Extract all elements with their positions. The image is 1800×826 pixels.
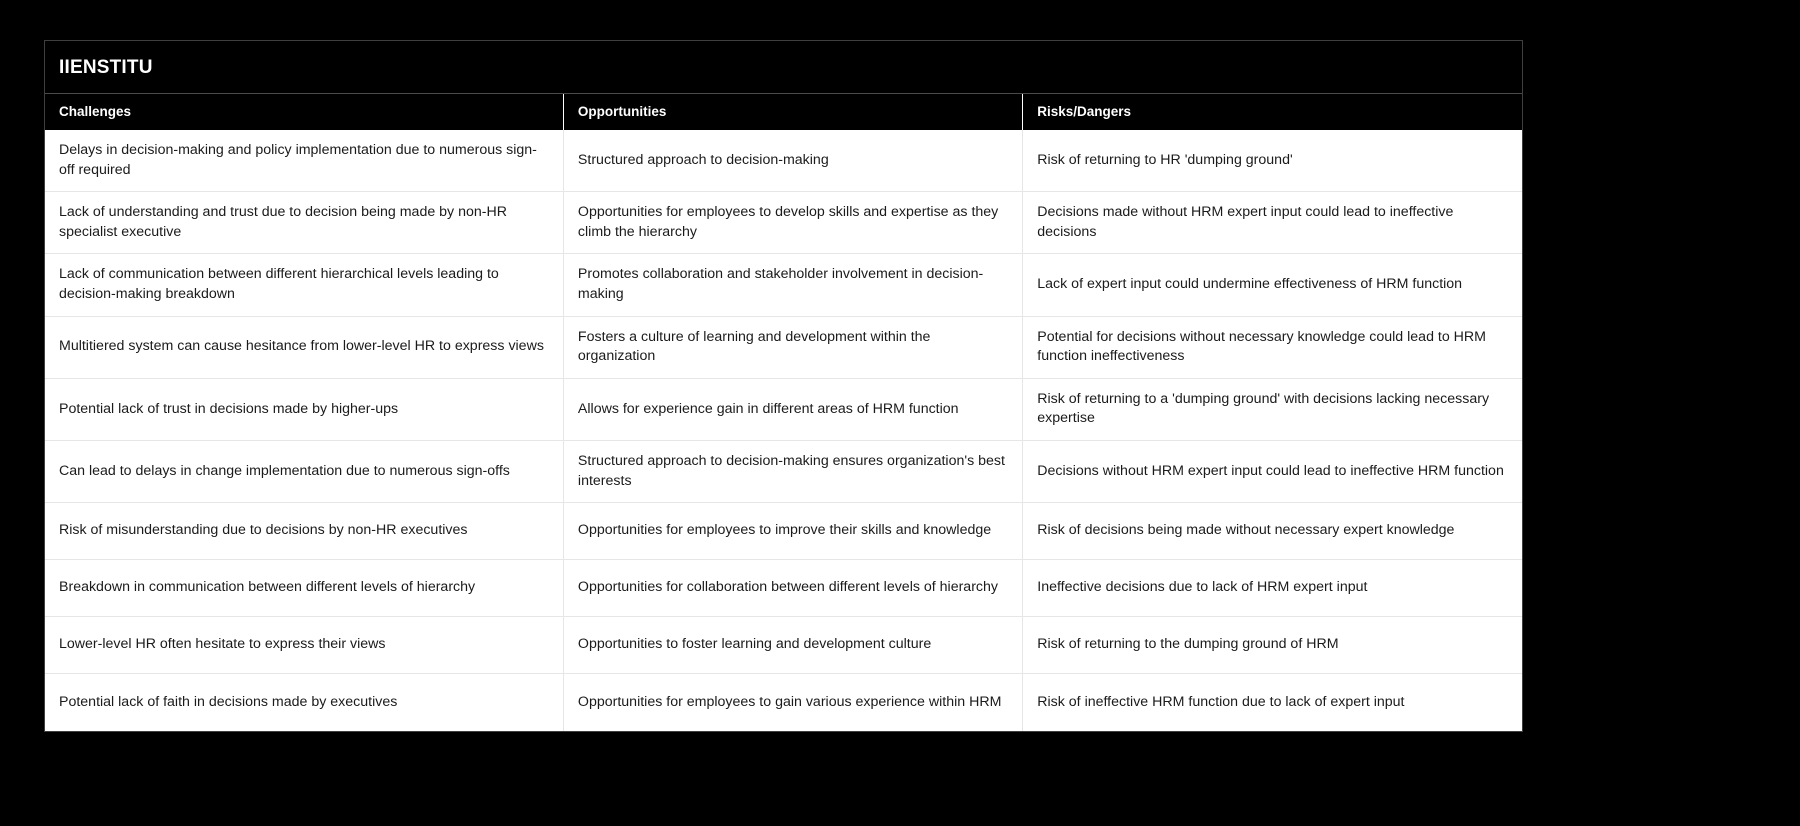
- cell-opportunity: Structured approach to decision-making ensures organization's best interests: [563, 440, 1022, 502]
- brand-header: [45, 41, 1522, 94]
- table-row: [45, 440, 1522, 502]
- cell-challenge: Lack of understanding and trust due to decision being made by non-HR specialist executive: [45, 192, 563, 254]
- cell-challenge: Can lead to delays in change implementation due to numerous sign-offs: [45, 440, 563, 502]
- table-row: [45, 192, 1522, 254]
- cell-opportunity: Promotes collaboration and stakeholder involvement in decision-making: [563, 254, 1022, 316]
- column-header-challenges: Challenges: [45, 94, 563, 130]
- cell-risk: Risk of decisions being made without necessary expert knowledge: [1023, 503, 1522, 560]
- table-row: [45, 560, 1522, 617]
- column-header-risks-dangers: Risks/Dangers: [1023, 94, 1522, 130]
- cell-risk: Risk of ineffective HRM function due to lack of expert input: [1023, 674, 1522, 731]
- cell-opportunity: Structured approach to decision-making: [563, 130, 1022, 192]
- cell-opportunity: Opportunities for employees to gain various experience within HRM: [563, 674, 1022, 731]
- cell-challenge: Multitiered system can cause hesitance from lower-level HR to express views: [45, 316, 563, 378]
- table-row: [45, 378, 1522, 440]
- column-header-opportunities: Opportunities: [563, 94, 1022, 130]
- cell-risk: Risk of returning to HR 'dumping ground': [1037, 151, 1293, 168]
- cell-challenge: Lack of communication between different hierarchical levels leading to decision-making breakdown: [45, 254, 563, 316]
- table-header: [45, 94, 1522, 130]
- brand-title: IIENSTITU: [59, 56, 153, 78]
- cell-risk: Decisions without HRM expert input could lead to ineffective HRM function: [1023, 440, 1522, 502]
- table-body: [45, 130, 1522, 731]
- cell-risk: Risk of returning to a 'dumping ground' with decisions lacking necessary expertise: [1023, 378, 1522, 440]
- cell-opportunity: Allows for experience gain in different areas of HRM function: [563, 378, 1022, 440]
- cell-opportunity: Opportunities for collaboration between different levels of hierarchy: [563, 560, 1022, 617]
- cell-opportunity: Opportunities to foster learning and development culture: [563, 617, 1022, 674]
- table-row: [45, 503, 1522, 560]
- comparison-table: [45, 94, 1522, 731]
- table-row: [45, 254, 1522, 316]
- cell-risk: Decisions made without HRM expert input could lead to ineffective decisions: [1023, 192, 1522, 254]
- cell-opportunity: Opportunities for employees to develop skills and expertise as they climb the hierarchy: [563, 192, 1022, 254]
- table-row: [45, 316, 1522, 378]
- cell-risk: Potential for decisions without necessary knowledge could lead to HRM function ineffectiveness: [1023, 316, 1522, 378]
- cell-risk: Ineffective decisions due to lack of HRM expert input: [1023, 560, 1522, 617]
- table-card: [44, 40, 1523, 732]
- table-row: [45, 130, 1522, 192]
- table-row: [45, 674, 1522, 731]
- header-row: [45, 94, 1522, 130]
- table-row: [45, 617, 1522, 674]
- cell-challenge: Risk of misunderstanding due to decisions by non-HR executives: [45, 503, 563, 560]
- cell-risk: Lack of expert input could undermine effectiveness of HRM function: [1023, 254, 1522, 316]
- cell-opportunity: Opportunities for employees to improve their skills and knowledge: [563, 503, 1022, 560]
- cell-challenge: Breakdown in communication between different levels of hierarchy: [45, 560, 563, 617]
- cell-challenge: Delays in decision-making and policy implementation due to numerous sign-off required: [45, 130, 563, 192]
- cell-challenge: Potential lack of faith in decisions made by executives: [45, 674, 563, 731]
- cell-challenge: Potential lack of trust in decisions made by higher-ups: [45, 378, 563, 440]
- cell-risk: Risk of returning to the dumping ground of HRM: [1023, 617, 1522, 674]
- cell-challenge: Lower-level HR often hesitate to express their views: [45, 617, 563, 674]
- cell-opportunity: Fosters a culture of learning and development within the organization: [563, 316, 1022, 378]
